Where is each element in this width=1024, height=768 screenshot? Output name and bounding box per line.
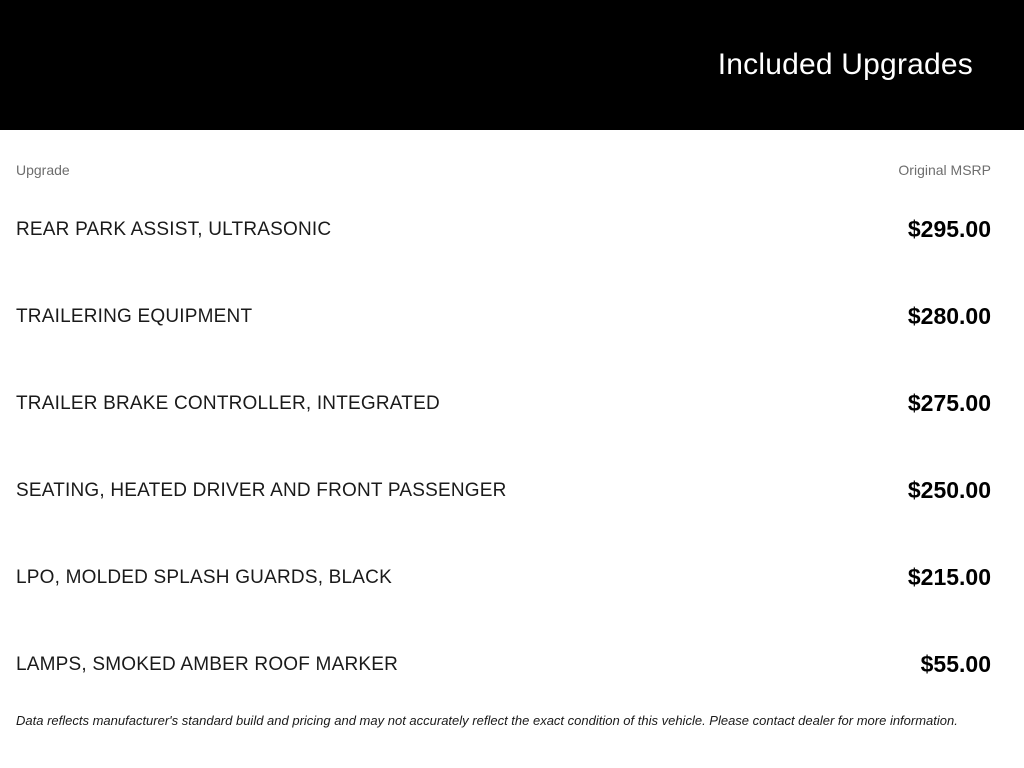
upgrade-name: REAR PARK ASSIST, ULTRASONIC (16, 218, 332, 240)
page-title: Included Upgrades (717, 48, 973, 81)
table-row (16, 360, 991, 447)
table-row (16, 186, 991, 273)
upgrade-name: TRAILERING EQUIPMENT (16, 305, 253, 327)
upgrade-price: $250.00 (907, 477, 991, 503)
table-row (16, 273, 991, 360)
upgrade-name: TRAILER BRAKE CONTROLLER, INTEGRATED (16, 392, 440, 414)
upgrade-price: $215.00 (907, 564, 991, 590)
table-header-row (16, 162, 991, 178)
column-header-upgrade: Upgrade (16, 162, 70, 178)
upgrade-price: $275.00 (907, 390, 991, 416)
upgrades-table (0, 162, 1024, 729)
table-row (16, 447, 991, 534)
disclaimer-text: Data reflects manufacturer's standard build and pricing and may not accurately reflect the exact condition of this vehicle. Please contact dealer for more information. (16, 713, 958, 728)
upgrade-name: LAMPS, SMOKED AMBER ROOF MARKER (16, 653, 399, 675)
header-band (0, 0, 1024, 130)
table-row (16, 534, 991, 621)
column-header-msrp: Original MSRP (898, 162, 991, 178)
upgrade-price: $295.00 (907, 216, 991, 242)
table-row (16, 621, 991, 708)
table-body (16, 186, 991, 708)
upgrade-price: $55.00 (920, 651, 991, 677)
upgrade-name: LPO, MOLDED SPLASH GUARDS, BLACK (16, 566, 392, 588)
upgrade-price: $280.00 (907, 303, 991, 329)
upgrade-name: SEATING, HEATED DRIVER AND FRONT PASSENGER (16, 479, 507, 501)
